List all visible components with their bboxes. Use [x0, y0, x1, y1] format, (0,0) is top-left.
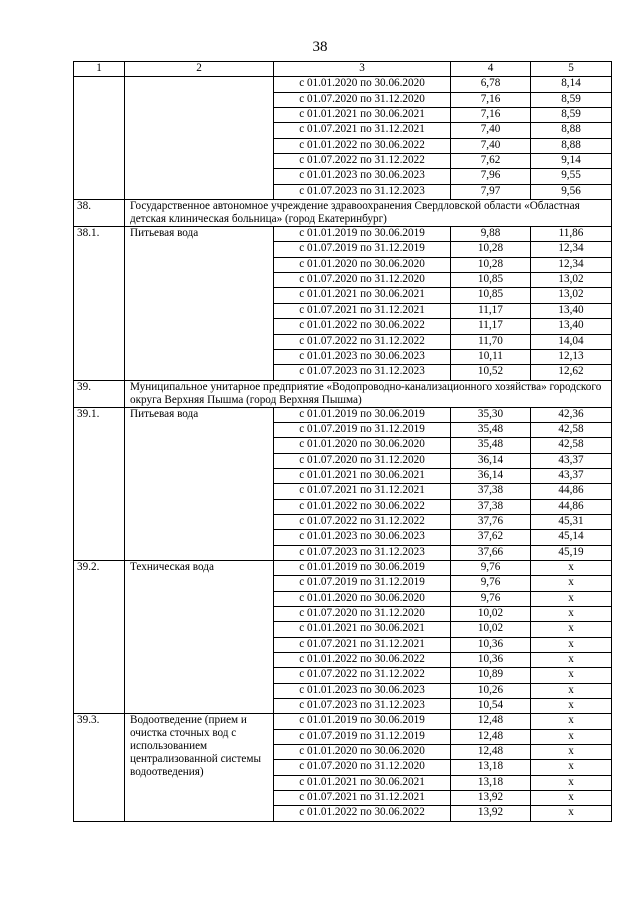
tariff-value-with-vat: 14,04 [531, 334, 612, 349]
tariff-value-with-vat: 42,58 [531, 422, 612, 437]
tariff-row [74, 407, 612, 422]
tariff-value-with-vat: x [531, 622, 612, 637]
tariff-value-without-vat: 36,14 [451, 468, 531, 483]
tariff-value-with-vat: x [531, 668, 612, 683]
tariff-value-without-vat: 10,02 [451, 607, 531, 622]
tariff-period: с 01.01.2022 по 30.06.2022 [274, 806, 451, 821]
tariff-value-with-vat: x [531, 714, 612, 729]
tariff-value-with-vat: 43,37 [531, 468, 612, 483]
organization-row [74, 200, 612, 227]
header-col-1: 1 [74, 62, 125, 77]
organization-number: 38. [74, 200, 125, 227]
tariff-value-without-vat: 7,40 [451, 138, 531, 153]
tariff-value-with-vat: 44,86 [531, 499, 612, 514]
tariff-value-with-vat: x [531, 729, 612, 744]
tariff-value-without-vat: 35,48 [451, 438, 531, 453]
tariff-period: с 01.07.2021 по 31.12.2021 [274, 303, 451, 318]
tariff-value-with-vat: 8,59 [531, 108, 612, 123]
service-name: Техническая вода [125, 560, 274, 713]
tariff-period: с 01.01.2023 по 30.06.2023 [274, 530, 451, 545]
tariff-value-with-vat: 12,62 [531, 365, 612, 380]
tariff-period: с 01.01.2020 по 30.06.2020 [274, 77, 451, 92]
item-number-cell [74, 77, 125, 200]
tariff-value-without-vat: 10,89 [451, 668, 531, 683]
tariff-value-without-vat: 13,18 [451, 775, 531, 790]
page-number: 38 [312, 39, 328, 55]
tariff-period: с 01.01.2020 по 30.06.2020 [274, 438, 451, 453]
tariff-value-without-vat: 11,17 [451, 303, 531, 318]
tariff-value-without-vat: 13,92 [451, 791, 531, 806]
tariff-period: с 01.07.2022 по 31.12.2022 [274, 668, 451, 683]
service-name: Питьевая вода [125, 227, 274, 380]
tariff-period: с 01.07.2023 по 31.12.2023 [274, 699, 451, 714]
tariff-value-with-vat: 8,88 [531, 138, 612, 153]
tariff-value-without-vat: 13,92 [451, 806, 531, 821]
tariff-value-with-vat: x [531, 806, 612, 821]
tariff-value-with-vat: 8,88 [531, 123, 612, 138]
tariff-value-with-vat: 42,36 [531, 407, 612, 422]
tariff-value-with-vat: 43,37 [531, 453, 612, 468]
tariff-value-with-vat: 13,02 [531, 273, 612, 288]
tariff-value-with-vat: x [531, 791, 612, 806]
tariff-period: с 01.07.2023 по 31.12.2023 [274, 365, 451, 380]
header-col-5: 5 [531, 62, 612, 77]
tariff-value-without-vat: 7,40 [451, 123, 531, 138]
tariff-value-with-vat: 45,14 [531, 530, 612, 545]
tariff-period: с 01.07.2020 по 31.12.2020 [274, 92, 451, 107]
tariff-value-without-vat: 11,70 [451, 334, 531, 349]
tariff-value-with-vat: x [531, 637, 612, 652]
tariff-value-with-vat: 8,59 [531, 92, 612, 107]
tariff-value-without-vat: 10,85 [451, 288, 531, 303]
tariff-value-without-vat: 36,14 [451, 453, 531, 468]
tariff-value-with-vat: 9,56 [531, 184, 612, 199]
tariff-period: с 01.01.2022 по 30.06.2022 [274, 499, 451, 514]
tariff-period: с 01.07.2021 по 31.12.2021 [274, 123, 451, 138]
header-col-3: 3 [274, 62, 451, 77]
tariff-period: с 01.07.2021 по 31.12.2021 [274, 637, 451, 652]
tariff-period: с 01.01.2019 по 30.06.2019 [274, 227, 451, 242]
organization-name: Государственное автономное учреждение здравоохранения Свердловской области «Областная детская клиническая больница» (город Екатеринбург) [125, 200, 612, 227]
tariff-value-without-vat: 10,52 [451, 365, 531, 380]
tariff-period: с 01.01.2022 по 30.06.2022 [274, 319, 451, 334]
tariff-value-with-vat: 45,19 [531, 545, 612, 560]
tariff-value-without-vat: 7,16 [451, 108, 531, 123]
service-name: Водоотведение (прием и очистка сточных вод с использованием централизованной системы водоотведения) [125, 714, 274, 821]
item-number: 39.2. [74, 560, 125, 713]
tariff-value-with-vat: x [531, 560, 612, 575]
tariff-value-without-vat: 37,38 [451, 499, 531, 514]
tariff-row [74, 714, 612, 729]
tariff-value-with-vat: x [531, 607, 612, 622]
tariff-value-without-vat: 7,62 [451, 154, 531, 169]
tariff-value-with-vat: 45,31 [531, 514, 612, 529]
tariff-period: с 01.07.2020 по 31.12.2020 [274, 273, 451, 288]
tariff-value-with-vat: 12,34 [531, 242, 612, 257]
tariff-value-without-vat: 10,11 [451, 349, 531, 364]
tariff-period: с 01.01.2019 по 30.06.2019 [274, 407, 451, 422]
tariff-value-without-vat: 7,16 [451, 92, 531, 107]
tariff-value-without-vat: 35,48 [451, 422, 531, 437]
tariff-period: с 01.07.2019 по 31.12.2019 [274, 422, 451, 437]
tariff-value-without-vat: 10,28 [451, 242, 531, 257]
tariff-table [73, 61, 612, 822]
tariff-value-with-vat: x [531, 576, 612, 591]
tariff-table-body [74, 62, 612, 822]
tariff-value-without-vat: 35,30 [451, 407, 531, 422]
header-col-2: 2 [125, 62, 274, 77]
tariff-period: с 01.01.2021 по 30.06.2021 [274, 775, 451, 790]
tariff-value-without-vat: 37,76 [451, 514, 531, 529]
tariff-value-with-vat: x [531, 683, 612, 698]
tariff-value-with-vat: 9,14 [531, 154, 612, 169]
organization-number: 39. [74, 380, 125, 407]
tariff-value-without-vat: 12,48 [451, 729, 531, 744]
tariff-value-with-vat: 13,40 [531, 303, 612, 318]
tariff-value-with-vat: 42,58 [531, 438, 612, 453]
organization-name: Муниципальное унитарное предприятие «Водопроводно-канализационного хозяйства» городского округа Верхняя Пышма (город Верхняя Пышма) [125, 380, 612, 407]
tariff-value-with-vat: x [531, 745, 612, 760]
service-name-cell [125, 77, 274, 200]
tariff-period: с 01.07.2019 по 31.12.2019 [274, 729, 451, 744]
tariff-value-without-vat: 9,76 [451, 576, 531, 591]
tariff-row [74, 227, 612, 242]
tariff-period: с 01.01.2022 по 30.06.2022 [274, 138, 451, 153]
item-number: 38.1. [74, 227, 125, 380]
tariff-period: с 01.07.2022 по 31.12.2022 [274, 514, 451, 529]
tariff-value-without-vat: 7,96 [451, 169, 531, 184]
tariff-value-with-vat: x [531, 591, 612, 606]
tariff-period: с 01.07.2019 по 31.12.2019 [274, 242, 451, 257]
tariff-period: с 01.01.2021 по 30.06.2021 [274, 622, 451, 637]
tariff-period: с 01.01.2021 по 30.06.2021 [274, 288, 451, 303]
tariff-value-without-vat: 12,48 [451, 714, 531, 729]
tariff-period: с 01.01.2022 по 30.06.2022 [274, 653, 451, 668]
tariff-period: с 01.01.2020 по 30.06.2020 [274, 257, 451, 272]
tariff-value-without-vat: 10,02 [451, 622, 531, 637]
tariff-value-without-vat: 10,36 [451, 637, 531, 652]
tariff-value-with-vat: 44,86 [531, 484, 612, 499]
service-name: Питьевая вода [125, 407, 274, 560]
tariff-value-with-vat: 13,02 [531, 288, 612, 303]
tariff-period: с 01.07.2023 по 31.12.2023 [274, 545, 451, 560]
tariff-value-with-vat: 11,86 [531, 227, 612, 242]
tariff-value-with-vat: x [531, 775, 612, 790]
tariff-period: с 01.07.2020 по 31.12.2020 [274, 453, 451, 468]
tariff-value-without-vat: 11,17 [451, 319, 531, 334]
tariff-period: с 01.01.2021 по 30.06.2021 [274, 108, 451, 123]
tariff-value-without-vat: 10,28 [451, 257, 531, 272]
tariff-period: с 01.01.2020 по 30.06.2020 [274, 591, 451, 606]
tariff-value-without-vat: 13,18 [451, 760, 531, 775]
tariff-period: с 01.07.2022 по 31.12.2022 [274, 154, 451, 169]
tariff-value-without-vat: 37,38 [451, 484, 531, 499]
organization-row [74, 380, 612, 407]
header-col-4: 4 [451, 62, 531, 77]
tariff-value-without-vat: 37,62 [451, 530, 531, 545]
tariff-period: с 01.07.2021 по 31.12.2021 [274, 791, 451, 806]
tariff-period: с 01.07.2021 по 31.12.2021 [274, 484, 451, 499]
tariff-value-with-vat: x [531, 760, 612, 775]
tariff-value-with-vat: x [531, 653, 612, 668]
tariff-period: с 01.07.2023 по 31.12.2023 [274, 184, 451, 199]
tariff-value-without-vat: 10,26 [451, 683, 531, 698]
tariff-value-with-vat: 8,14 [531, 77, 612, 92]
tariff-value-without-vat: 7,97 [451, 184, 531, 199]
tariff-value-without-vat: 37,66 [451, 545, 531, 560]
tariff-period: с 01.01.2023 по 30.06.2023 [274, 169, 451, 184]
tariff-value-with-vat: 13,40 [531, 319, 612, 334]
tariff-value-without-vat: 6,78 [451, 77, 531, 92]
tariff-value-with-vat: 12,13 [531, 349, 612, 364]
tariff-period: с 01.01.2019 по 30.06.2019 [274, 714, 451, 729]
tariff-row [74, 77, 612, 92]
tariff-period: с 01.01.2021 по 30.06.2021 [274, 468, 451, 483]
item-number: 39.3. [74, 714, 125, 821]
tariff-period: с 01.01.2023 по 30.06.2023 [274, 683, 451, 698]
tariff-value-without-vat: 10,85 [451, 273, 531, 288]
tariff-period: с 01.07.2022 по 31.12.2022 [274, 334, 451, 349]
tariff-period: с 01.01.2019 по 30.06.2019 [274, 560, 451, 575]
tariff-period: с 01.07.2020 по 31.12.2020 [274, 607, 451, 622]
tariff-period: с 01.07.2020 по 31.12.2020 [274, 760, 451, 775]
tariff-value-with-vat: x [531, 699, 612, 714]
tariff-value-with-vat: 12,34 [531, 257, 612, 272]
tariff-value-without-vat: 12,48 [451, 745, 531, 760]
tariff-value-without-vat: 9,76 [451, 560, 531, 575]
item-number: 39.1. [74, 407, 125, 560]
tariff-value-without-vat: 10,54 [451, 699, 531, 714]
tariff-value-without-vat: 9,76 [451, 591, 531, 606]
tariff-period: с 01.07.2019 по 31.12.2019 [274, 576, 451, 591]
tariff-period: с 01.01.2023 по 30.06.2023 [274, 349, 451, 364]
tariff-value-without-vat: 10,36 [451, 653, 531, 668]
tariff-period: с 01.01.2020 по 30.06.2020 [274, 745, 451, 760]
table-header-row [74, 62, 612, 77]
tariff-value-without-vat: 9,88 [451, 227, 531, 242]
tariff-value-with-vat: 9,55 [531, 169, 612, 184]
tariff-row [74, 560, 612, 575]
